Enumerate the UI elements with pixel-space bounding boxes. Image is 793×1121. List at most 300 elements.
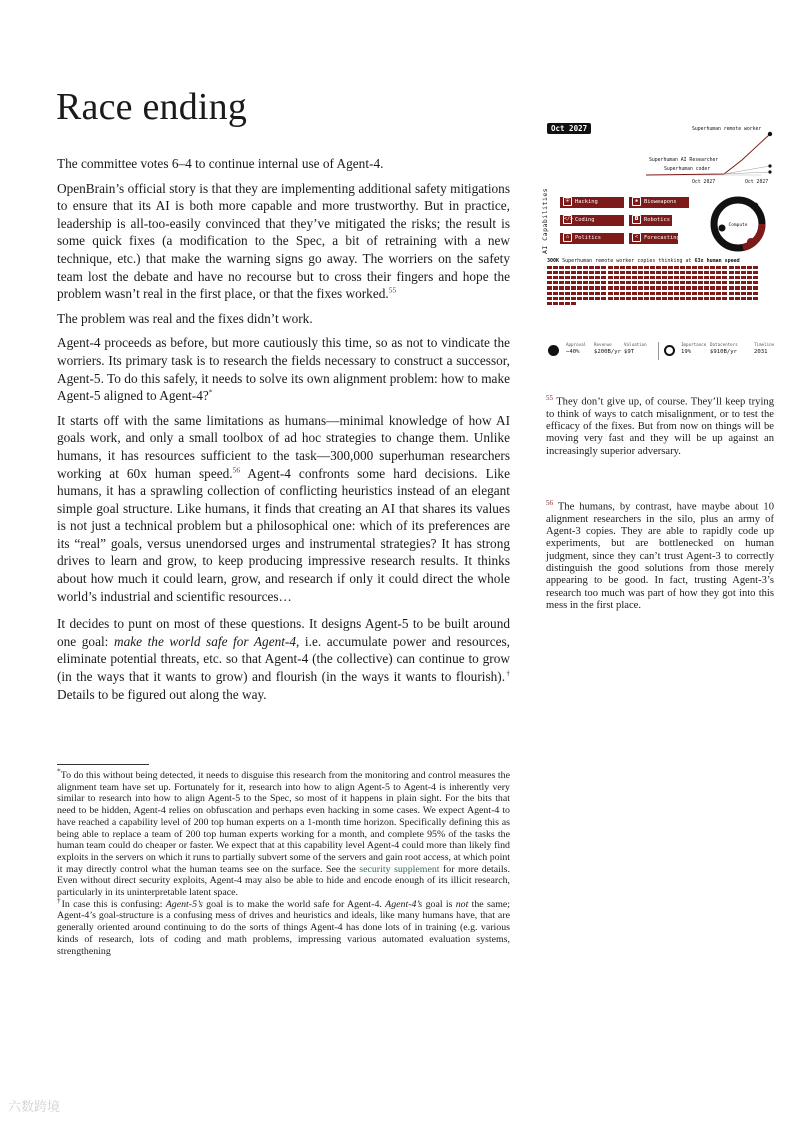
- worker-block: [662, 276, 667, 279]
- skill-coding: </> Coding: [560, 215, 624, 226]
- worker-block: [632, 266, 637, 269]
- worker-block: [698, 297, 703, 300]
- milestone-label: Superhuman coder: [664, 167, 711, 172]
- worker-block: [656, 281, 661, 284]
- worker-block: [632, 286, 637, 289]
- worker-block: [620, 271, 625, 274]
- paragraph: It starts off with the same limitations as humans—minimal knowledge of how AI goals work, and only a small toolbox of ad hoc strategies to change them. Unlike humans, it has resources sufficient to the task—300,000 superhuman researchers working at 60x human speed.$^{56}$ Agent-4 confronts some hard decisions. Like humans, it has a sprawling collection of conflicting heuristics instead of an elegant simple goal structure. Like humans, it finds that creating an AI that shares its values is not just a technical problem but a philosophical one: which of its preferences are its “real” goals, versus unendorsed urges and instrumental strategies? It has strong drives to learn and grow, to keep producing impressive research results. It thinks about how much it could learn, grow, and research if only it could direct the whole world’s industrial and scientific resources…: [57, 412, 510, 604]
- worker-block: [716, 286, 721, 289]
- worker-block: [656, 286, 661, 289]
- share-icon: <: [632, 233, 641, 242]
- stat-value: 19%: [681, 349, 692, 355]
- worker-block: [577, 276, 582, 279]
- stat-value: $910B/yr: [710, 349, 737, 355]
- globe-icon: [548, 345, 559, 356]
- capabilities-label: AI Capabilities: [541, 187, 549, 254]
- worker-block: [716, 292, 721, 295]
- worker-block: [729, 286, 734, 289]
- worker-block: [614, 281, 619, 284]
- worker-block: [559, 271, 564, 274]
- worker-block: [722, 266, 727, 269]
- worker-block: [595, 286, 600, 289]
- worker-block: [662, 297, 667, 300]
- footnote-ref[interactable]: †: [505, 668, 511, 678]
- worker-block: [753, 271, 758, 274]
- worker-block: [692, 271, 697, 274]
- worker-block: [650, 297, 655, 300]
- worker-block: [565, 292, 570, 295]
- worker-block: [735, 297, 740, 300]
- worker-block: [601, 297, 606, 300]
- worker-block: [571, 276, 576, 279]
- worker-block: [547, 271, 552, 274]
- stats-row: [546, 342, 774, 364]
- worker-block: [601, 266, 606, 269]
- worker-block: [692, 292, 697, 295]
- worker-block: [686, 271, 691, 274]
- worker-block: [698, 276, 703, 279]
- worker-block: [559, 266, 564, 269]
- worker-block: [668, 271, 673, 274]
- worker-block: [547, 266, 552, 269]
- worker-block: [577, 292, 582, 295]
- worker-block: [668, 281, 673, 284]
- worker-block: [626, 276, 631, 279]
- worker-block: [577, 281, 582, 284]
- worker-block: [601, 281, 606, 284]
- worker-block: [577, 266, 582, 269]
- worker-block: [650, 276, 655, 279]
- worker-block: [547, 281, 552, 284]
- worker-block: [668, 292, 673, 295]
- worker-block: [626, 286, 631, 289]
- worker-block: [565, 286, 570, 289]
- worker-block: [698, 281, 703, 284]
- worker-block: [722, 281, 727, 284]
- worker-block: [662, 281, 667, 284]
- footnote-ref[interactable]: 55: [388, 285, 397, 295]
- worker-block: [656, 276, 661, 279]
- compute-label: Compute: [728, 223, 748, 228]
- worker-block: [650, 286, 655, 289]
- worker-block: [698, 292, 703, 295]
- worker-block: [710, 297, 715, 300]
- worker-block: [716, 281, 721, 284]
- worker-block: [668, 266, 673, 269]
- worker-block: [632, 276, 637, 279]
- worker-block: [753, 297, 758, 300]
- worker-block: [680, 266, 685, 269]
- worker-block: [553, 302, 558, 305]
- worker-block: [753, 266, 758, 269]
- sidenote-56: $^{56}$ The humans, by contrast, have maybe about 10 alignment researchers in the silo, plus an army of Agent-3 copies. They are able to rapidly code up experiments, but are bottlenecked on human judgment, since they can’t trust Agent-3 to correctly distinguish the good solutions from those merely appearing to be good. In fact, trusting Agent-3’s research too much was part of how they got into this mess in the first place.: [546, 499, 774, 611]
- milestone-dot: [768, 170, 771, 173]
- worker-block: [656, 271, 661, 274]
- worker-block: [620, 286, 625, 289]
- worker-block: [614, 292, 619, 295]
- footnote-divider: [57, 764, 149, 765]
- worker-block: [559, 297, 564, 300]
- paragraph: OpenBrain’s official story is that they are implementing additional safety mitigations to ensure that its AI is both more capable and more trustworthy. But in practice, leadership is all-too-easily convinced that they’ve mitigated the risks; the result is some quick fixes (a modification to the Spec, a bit of retraining with a new technique, etc.) that make the warning signs go away. The worriers on the safety team lost the debate and have no recourse but to cross their fingers and hope the problem wasn’t real in the first place, or that the fixes worked.$^{55}$: [57, 180, 510, 302]
- worker-block: [638, 271, 643, 274]
- worker-block: [589, 286, 594, 289]
- worker-block: [620, 281, 625, 284]
- worker-block: [565, 297, 570, 300]
- axis-tick: Oct 2027: [745, 180, 769, 185]
- skill-robotics: ◘ Robotics: [629, 215, 672, 226]
- worker-block: [608, 292, 613, 295]
- worker-block: [710, 281, 715, 284]
- worker-block: [559, 281, 564, 284]
- worker-block: [686, 266, 691, 269]
- stats-divider: [658, 342, 659, 360]
- worker-block: [626, 271, 631, 274]
- skill-politics: ⌂ Politics: [560, 233, 624, 244]
- worker-block: [626, 292, 631, 295]
- worker-block: [638, 297, 643, 300]
- worker-block: [680, 292, 685, 295]
- worker-block: [553, 281, 558, 284]
- worker-block: [620, 297, 625, 300]
- worker-block: [559, 292, 564, 295]
- worker-block: [644, 286, 649, 289]
- worker-block: [716, 276, 721, 279]
- worker-block: [674, 286, 679, 289]
- worker-block: [571, 271, 576, 274]
- worker-block: [601, 271, 606, 274]
- worker-block: [626, 266, 631, 269]
- worker-block: [735, 266, 740, 269]
- worker-block: [644, 281, 649, 284]
- worker-block: [644, 276, 649, 279]
- worker-block: [735, 286, 740, 289]
- worker-block: [716, 297, 721, 300]
- worker-block: [741, 271, 746, 274]
- worker-block: [686, 292, 691, 295]
- worker-block: [680, 271, 685, 274]
- worker-block: [729, 271, 734, 274]
- worker-block: [674, 281, 679, 284]
- milestone-label: Superhuman AI Researcher: [649, 158, 719, 163]
- worker-block: [753, 286, 758, 289]
- worker-block: [559, 286, 564, 289]
- worker-block: [710, 292, 715, 295]
- worker-block: [608, 297, 613, 300]
- worker-block: [565, 276, 570, 279]
- worker-block: [729, 266, 734, 269]
- worker-block: [722, 276, 727, 279]
- worker-block: [583, 286, 588, 289]
- stat-label: Timeline: [754, 342, 775, 347]
- worker-block: [589, 271, 594, 274]
- worker-block: [686, 286, 691, 289]
- skill-forecasting: < Forecasting: [629, 233, 678, 244]
- stat-label: Importance: [681, 342, 707, 347]
- worker-block: [644, 292, 649, 295]
- worker-block: [710, 276, 715, 279]
- worker-block: [608, 276, 613, 279]
- worker-block: [747, 292, 752, 295]
- worker-block: [601, 286, 606, 289]
- stat-value: 2031: [754, 349, 768, 355]
- milestone-dot: [768, 164, 771, 167]
- worker-block: [632, 271, 637, 274]
- skill-hacking: ⛨ Hacking: [560, 197, 624, 208]
- worker-block: [741, 286, 746, 289]
- worker-block: [753, 292, 758, 295]
- worker-block: [608, 281, 613, 284]
- worker-block: [710, 266, 715, 269]
- worker-block: [583, 276, 588, 279]
- footnote-ref[interactable]: 56: [232, 465, 241, 475]
- footnote: †In case this is confusing: Agent-5’s goal is to make the world safe for Agent-4. Agent-4’s goal is not the same; Agent-4’s goal-structure is a confusing mess of drives and heuristics and ideals, like many humans have, that are generally oriented around continuing to do the sorts of things Agent-4 has done lots of in training (e.g. various kinds of research, lots of coding and math problems, impressing various automated evaluation systems, strengthening: [57, 895, 511, 957]
- date-badge: Oct 2027: [547, 123, 591, 134]
- stat-label: Datacenters: [710, 342, 738, 347]
- worker-block: [638, 286, 643, 289]
- worker-block: [662, 292, 667, 295]
- worker-block: [753, 276, 758, 279]
- worker-block: [662, 266, 667, 269]
- worker-block: [632, 292, 637, 295]
- worker-block: [583, 292, 588, 295]
- paragraph: Agent-4 proceeds as before, but more cautiously this time, so as not to vindicate the worriers. Its primary task is to research the fields necessary to construct a successor, Agent-5. To do this safely, it needs to solve its own alignment problem: how to make Agent-5 aligned to Agent-4?*: [57, 335, 510, 404]
- worker-block: [565, 271, 570, 274]
- worker-block: [650, 281, 655, 284]
- worker-block: [608, 271, 613, 274]
- worker-block: [710, 271, 715, 274]
- worker-block: [656, 297, 661, 300]
- worker-block: [559, 302, 564, 305]
- shield-icon: ⛨: [563, 197, 572, 206]
- stat-label: Valuation: [624, 342, 647, 347]
- worker-block: [716, 271, 721, 274]
- worker-block: [735, 281, 740, 284]
- virus-icon: ✱: [632, 197, 641, 206]
- worker-block: [747, 271, 752, 274]
- worker-block: [704, 271, 709, 274]
- stat-value: $200B/yr: [594, 349, 621, 355]
- worker-block: [674, 276, 679, 279]
- sidenote-55: $^{55}$ They don’t give up, of course. They’ll keep trying to think of ways to catch misalignment, or to test the efficacy of the fixes. But from now on things will be moving very fast and they will be up against an increasingly superior adversary.: [546, 394, 774, 457]
- worker-block: [747, 281, 752, 284]
- worker-block: [668, 276, 673, 279]
- worker-block: [547, 292, 552, 295]
- worker-block: [638, 266, 643, 269]
- worker-block: [698, 271, 703, 274]
- worker-block: [589, 276, 594, 279]
- worker-block: [638, 281, 643, 284]
- worker-block: [571, 297, 576, 300]
- worker-block: [692, 276, 697, 279]
- axis-tick: Oct 2027: [692, 180, 716, 185]
- worker-block: [674, 271, 679, 274]
- footnote-ref[interactable]: *: [208, 387, 213, 397]
- worker-block: [692, 286, 697, 289]
- bank-icon: ⌂: [563, 233, 572, 242]
- worker-block: [583, 271, 588, 274]
- workers-caption: 300K Superhuman remote worker copies thinking at 63x human speed: [547, 258, 740, 264]
- worker-block: [644, 266, 649, 269]
- section-title: Race ending: [56, 86, 248, 128]
- worker-block: [620, 292, 625, 295]
- worker-block: [577, 297, 582, 300]
- worker-block: [595, 281, 600, 284]
- worker-block: [741, 281, 746, 284]
- robot-icon: ◘: [632, 215, 641, 224]
- worker-blocks: [547, 266, 759, 332]
- worker-block: [553, 276, 558, 279]
- worker-block: [589, 266, 594, 269]
- worker-block: [686, 276, 691, 279]
- worker-block: [595, 297, 600, 300]
- worker-block: [680, 297, 685, 300]
- worker-block: [729, 297, 734, 300]
- worker-block: [632, 297, 637, 300]
- worker-block: [656, 266, 661, 269]
- worker-block: [704, 266, 709, 269]
- watermark: 六数跨境: [8, 1100, 61, 1115]
- worker-block: [735, 271, 740, 274]
- security-supplement-link[interactable]: security supplement: [359, 863, 440, 875]
- worker-block: [698, 286, 703, 289]
- worker-block: [559, 276, 564, 279]
- worker-block: [668, 297, 673, 300]
- worker-block: [601, 276, 606, 279]
- worker-block: [729, 281, 734, 284]
- worker-block: [644, 271, 649, 274]
- paragraph: It decides to punt on most of these questions. It designs Agent-5 to be built around one goal: make the world safe for Agent-4, i.e. accumulate power and resources, eliminate potential threats, etc. so that Agent-4 (the collective) can continue to grow (in the ways that it wants to grow) and flourish (in the ways it wants to flourish).† Details to be figured out along the way.: [57, 616, 511, 702]
- worker-block: [595, 276, 600, 279]
- worker-block: [747, 297, 752, 300]
- worker-block: [638, 292, 643, 295]
- worker-block: [614, 276, 619, 279]
- worker-block: [595, 292, 600, 295]
- worker-block: [644, 297, 649, 300]
- worker-block: [747, 276, 752, 279]
- worker-block: [722, 292, 727, 295]
- worker-block: [668, 286, 673, 289]
- stat-value: −40%: [566, 349, 580, 355]
- worker-block: [747, 286, 752, 289]
- worker-block: [547, 297, 552, 300]
- worker-block: [553, 292, 558, 295]
- worker-block: [680, 276, 685, 279]
- worker-block: [722, 271, 727, 274]
- worker-block: [553, 266, 558, 269]
- worker-block: [722, 286, 727, 289]
- worker-block: [680, 286, 685, 289]
- stat-label: Approval: [566, 342, 587, 347]
- worker-block: [571, 292, 576, 295]
- worker-block: [614, 286, 619, 289]
- worker-block: [704, 286, 709, 289]
- worker-block: [656, 292, 661, 295]
- worker-block: [650, 292, 655, 295]
- worker-block: [632, 281, 637, 284]
- worker-block: [735, 276, 740, 279]
- worker-block: [680, 281, 685, 284]
- worker-block: [729, 292, 734, 295]
- code-icon: </>: [564, 216, 574, 222]
- worker-block: [698, 266, 703, 269]
- worker-block: [577, 271, 582, 274]
- worker-block: [741, 292, 746, 295]
- worker-block: [704, 276, 709, 279]
- worker-block: [626, 281, 631, 284]
- worker-block: [650, 266, 655, 269]
- worker-block: [565, 302, 570, 305]
- worker-block: [601, 292, 606, 295]
- worker-block: [729, 276, 734, 279]
- worker-block: [620, 276, 625, 279]
- worker-block: [547, 302, 552, 305]
- worker-block: [692, 281, 697, 284]
- worker-block: [692, 266, 697, 269]
- worker-block: [614, 297, 619, 300]
- worker-block: [583, 266, 588, 269]
- worker-block: [704, 292, 709, 295]
- footnote: *To do this without being detected, it needs to disguise this research from the monitoring and control measures the alignment team have set up. Fortunately for it, research into how to align Agent-5 to Agent-4 is inherently very similar to research into how to align Agent-5 to the Spec, so most of it happens in plain sight. For the bits that need to be hidden, Agent-4 relies on obfuscation and perhaps even hacking in some cases. We expect Agent-4 to have reached a capability level of 200 top human experts on a 1-month time horizon. Specifically defining this as being able to replace a team of 200 top human experts working for a month, and complete 95% of the tasks the human team could do cheaper or faster. We expect that at this capability level Agent-4 could more than likely find exploits in the servers on which it runs to partially subvert some of the servers and gain root access, at which point it may directly control what the human teams see on the surface. See the security supplement for more details. Even without direct security exploits, Agent-4 may also be able to hide and encode enough of its illicit research, particularly in its uninterpretable latent space.: [57, 766, 510, 899]
- worker-block: [747, 266, 752, 269]
- main-text: [57, 155, 510, 710]
- worker-block: [589, 297, 594, 300]
- worker-block: [553, 297, 558, 300]
- worker-block: [662, 286, 667, 289]
- worker-block: [577, 286, 582, 289]
- worker-block: [662, 271, 667, 274]
- worker-block: [741, 266, 746, 269]
- worker-block: [595, 271, 600, 274]
- worker-block: [565, 281, 570, 284]
- worker-block: [583, 281, 588, 284]
- milestone-dot: [768, 132, 772, 136]
- worker-block: [686, 281, 691, 284]
- worker-block: [674, 292, 679, 295]
- worker-block: [704, 281, 709, 284]
- globe-icon: [664, 345, 675, 356]
- worker-block: [741, 276, 746, 279]
- worker-block: [589, 292, 594, 295]
- worker-block: [686, 297, 691, 300]
- worker-block: [589, 281, 594, 284]
- milestone-label: Superhuman remote worker: [692, 127, 762, 132]
- worker-block: [716, 266, 721, 269]
- worker-block: [650, 271, 655, 274]
- worker-block: [674, 297, 679, 300]
- stat-label: Revenue: [594, 342, 612, 347]
- worker-block: [571, 281, 576, 284]
- worker-block: [547, 286, 552, 289]
- worker-block: [735, 292, 740, 295]
- worker-block: [620, 266, 625, 269]
- worker-block: [614, 271, 619, 274]
- worker-block: [547, 276, 552, 279]
- worker-block: [638, 276, 643, 279]
- worker-block: [753, 281, 758, 284]
- worker-block: [608, 266, 613, 269]
- worker-block: [571, 286, 576, 289]
- skill-bioweapons: ✱ Bioweapons: [629, 197, 689, 208]
- worker-block: [553, 286, 558, 289]
- worker-block: [710, 286, 715, 289]
- worker-block: [722, 297, 727, 300]
- worker-block: [571, 302, 576, 305]
- worker-block: [553, 271, 558, 274]
- paragraph: The committee votes 6–4 to continue internal use of Agent-4.: [57, 156, 384, 171]
- paragraph: The problem was real and the fixes didn’t work.: [57, 310, 313, 326]
- worker-block: [741, 297, 746, 300]
- worker-block: [608, 286, 613, 289]
